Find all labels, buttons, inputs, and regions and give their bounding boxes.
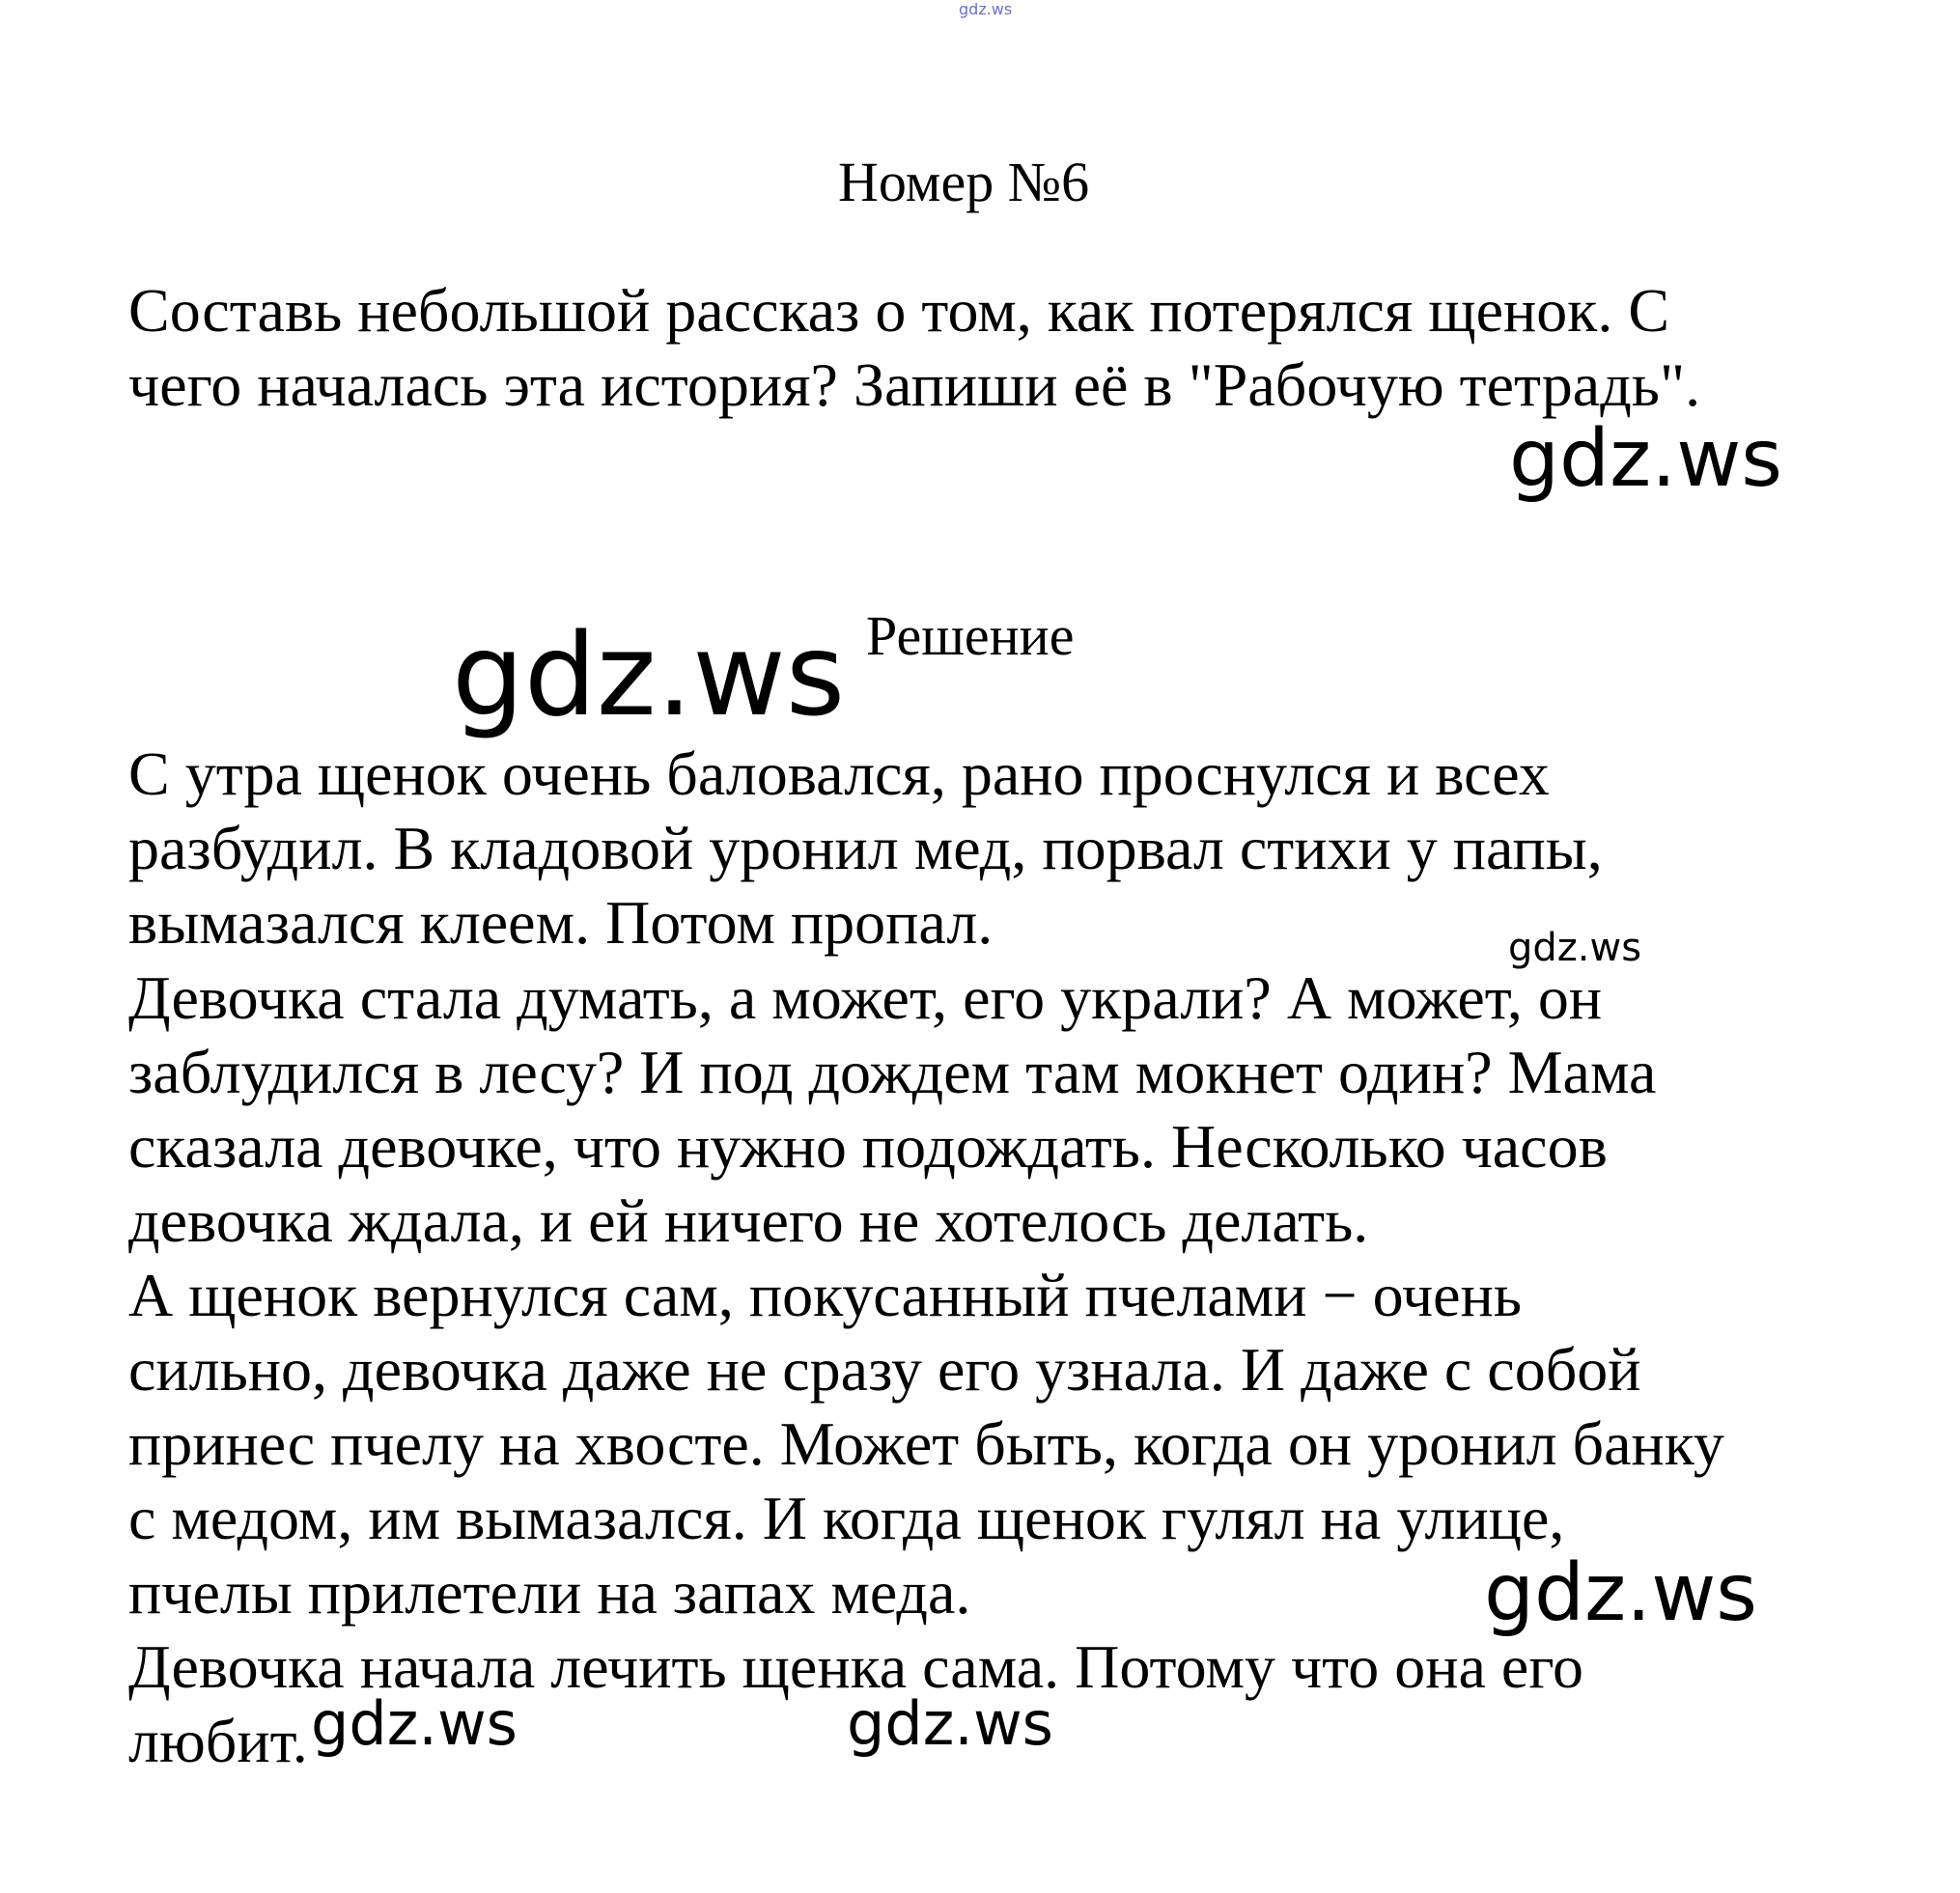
task-line: чего началась эта история? Запиши её в "Рабочую тетрадь". [128, 350, 1701, 419]
watermark: gdz.ws [1509, 413, 1782, 505]
solution-line: любит. [128, 1707, 308, 1775]
watermark: gdz.ws [311, 1688, 518, 1759]
solution-line: вымазался клеем. Потом пропал. [128, 888, 994, 957]
solution-line: сказала девочке, что нужно подождать. Несколько часов [128, 1112, 1608, 1181]
watermark: gdz.ws [1508, 926, 1642, 970]
watermark: gdz.ws [452, 608, 846, 741]
solution-heading: Решение [866, 604, 1075, 667]
solution-line: пчелы прилетели на запах меда. [128, 1558, 971, 1627]
solution-line: Девочка стала думать, а может, его украли? А может, он [128, 963, 1603, 1032]
solution-line: А щенок вернулся сам, покусанный пчелами − очень [128, 1261, 1522, 1329]
solution-line: С утра щенок очень баловался, рано проснулся и всех [128, 739, 1550, 808]
page-title: Номер №6 [838, 151, 1090, 213]
watermark: gdz.ws [1484, 1547, 1757, 1639]
solution-line: заблудился в лесу? И под дождем там мокнет один? Мама [128, 1038, 1657, 1106]
task-line: Составь небольшой рассказ о том, как потерялся щенок. С [128, 276, 1670, 345]
solution-line: сильно, девочка даже не сразу его узнала. И даже с собой [128, 1335, 1641, 1404]
watermark: gdz.ws [847, 1688, 1053, 1759]
watermark-top: gdz.ws [959, 0, 1013, 18]
solution-line: принес пчелу на хвосте. Может быть, когда он уронил банку [128, 1409, 1724, 1478]
solution-line: с медом, им вымазался. И когда щенок гулял на улице, [128, 1484, 1565, 1552]
solution-line: Девочка начала лечить щенка сама. Потому что она его [128, 1632, 1583, 1701]
solution-line: разбудил. В кладовой уронил мед, порвал стихи у папы, [128, 814, 1603, 882]
solution-line: девочка ждала, и ей ничего не хотелось делать. [128, 1186, 1369, 1255]
